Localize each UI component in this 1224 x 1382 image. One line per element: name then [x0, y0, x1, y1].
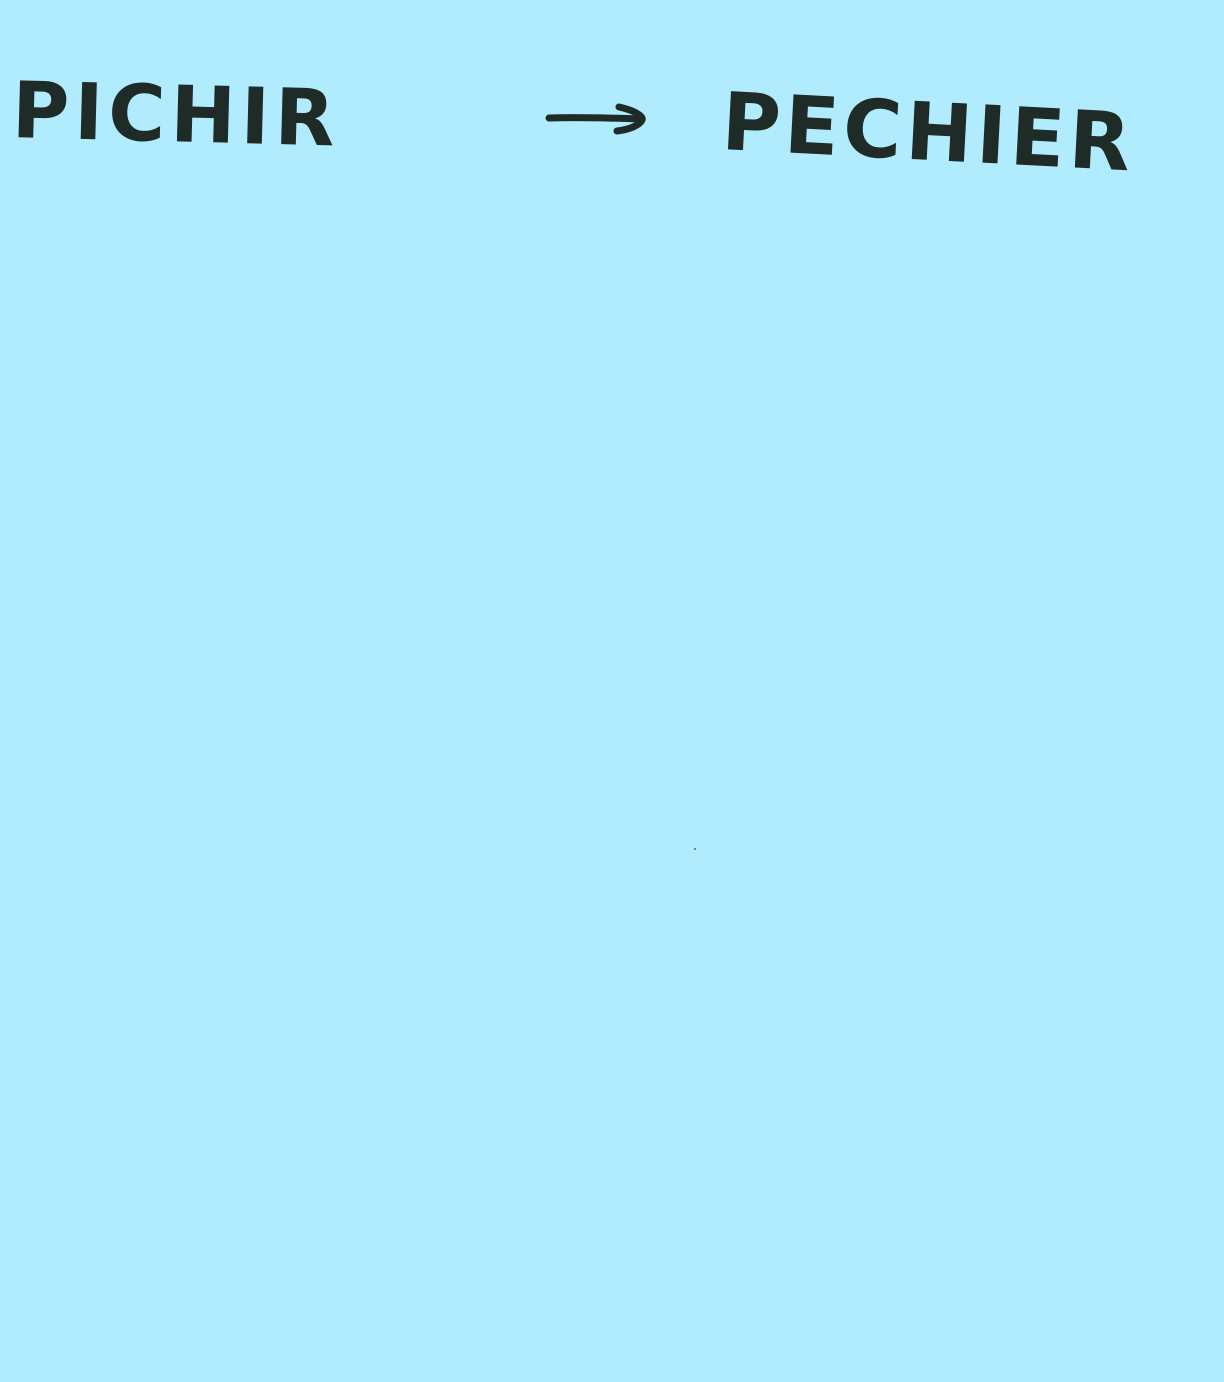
paper-speck: [694, 848, 696, 850]
source-word: PICHIR: [10, 66, 341, 165]
right-arrow-icon: [545, 98, 653, 138]
target-word: PECHIER: [719, 75, 1137, 190]
